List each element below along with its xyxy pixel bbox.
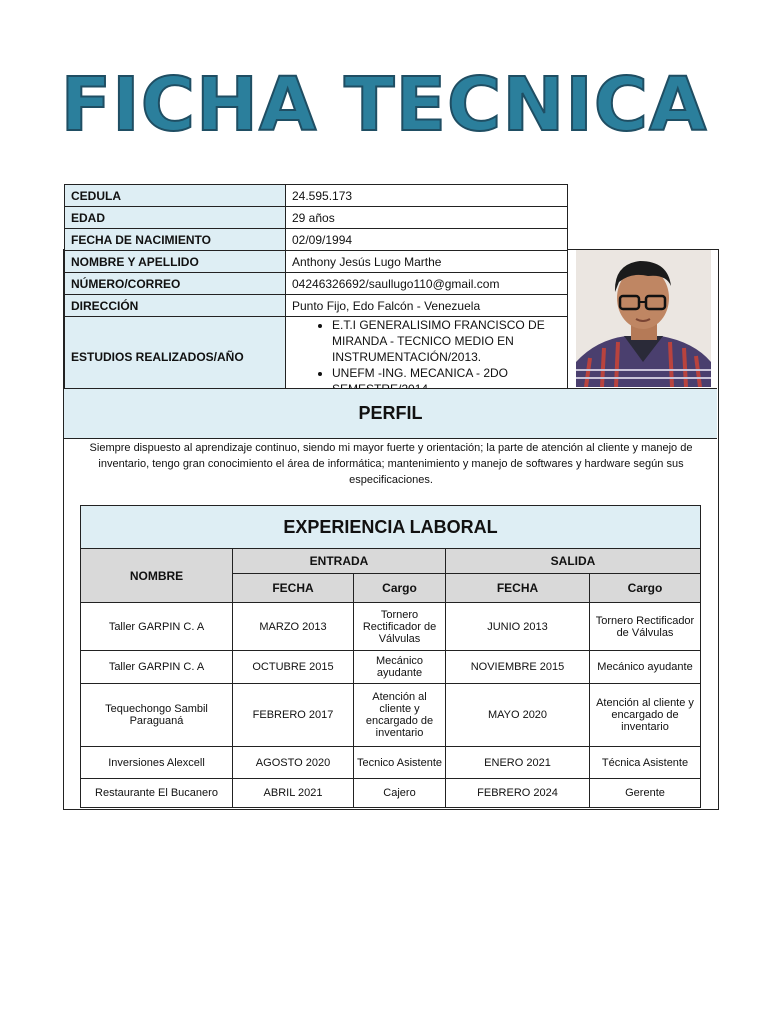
info-row [65, 185, 568, 207]
column-header-fecha-entrada: FECHA [233, 574, 354, 603]
cell-entrada-cargo: Tornero Rectificador de Válvulas [354, 603, 446, 651]
info-label: FECHA DE NACIMIENTO [65, 229, 286, 251]
cell-entrada-fecha: ABRIL 2021 [233, 779, 354, 808]
info-row [65, 207, 568, 229]
profile-heading: PERFIL [64, 388, 717, 439]
cell-salida-cargo: Atención al cliente y encargado de inventario [590, 684, 701, 747]
cell-entrada-fecha: FEBRERO 2017 [233, 684, 354, 747]
profile-photo-image [576, 250, 711, 387]
cell-entrada-cargo: Cajero [354, 779, 446, 808]
studies-label: ESTUDIOS REALIZADOS/AÑO [65, 317, 286, 398]
cell-salida-fecha: NOVIEMBRE 2015 [446, 651, 590, 684]
info-label: CEDULA [65, 185, 286, 207]
cell-nombre: Taller GARPIN C. A [81, 603, 233, 651]
cell-entrada-fecha: OCTUBRE 2015 [233, 651, 354, 684]
info-label: NÚMERO/CORREO [65, 273, 286, 295]
cell-salida-fecha: FEBRERO 2024 [446, 779, 590, 808]
info-value: 29 años [286, 207, 568, 229]
profile-text: Siempre dispuesto al aprendizaje continuo, siendo mi mayor fuerte y orientación; la parte de atención al cliente y manejo de inventario, tengo gran conocimiento el área de informática; mantenimiento y manejo de softwares y hardware según sus especificaciones. [89, 442, 693, 486]
info-value: 24.595.173 [286, 185, 568, 207]
cell-nombre: Inversiones Alexcell [81, 747, 233, 779]
info-label: DIRECCIÓN [65, 295, 286, 317]
info-label: NOMBRE Y APELLIDO [65, 251, 286, 273]
cell-salida-cargo: Tornero Rectificador de Válvulas [590, 603, 701, 651]
page-title: FICHA TECNICA [60, 62, 708, 148]
column-header-cargo-salida: Cargo [590, 574, 701, 603]
cell-salida-fecha: MAYO 2020 [446, 684, 590, 747]
column-header-nombre: NOMBRE [81, 549, 233, 603]
cell-entrada-cargo: Mecánico ayudante [354, 651, 446, 684]
profile-photo [576, 250, 711, 387]
cell-salida-cargo: Gerente [590, 779, 701, 808]
cell-entrada-fecha: MARZO 2013 [233, 603, 354, 651]
table-row [81, 651, 701, 684]
table-row [81, 684, 701, 747]
cell-nombre: Taller GARPIN C. A [81, 651, 233, 684]
table-row [81, 603, 701, 651]
cell-entrada-cargo: Atención al cliente y encargado de inventario [354, 684, 446, 747]
cell-salida-cargo: Técnica Asistente [590, 747, 701, 779]
cell-salida-fecha: ENERO 2021 [446, 747, 590, 779]
info-value: Punto Fijo, Edo Falcón - Venezuela [286, 295, 568, 317]
experience-table [80, 505, 701, 808]
cell-nombre: Restaurante El Bucanero [81, 779, 233, 808]
info-value: 02/09/1994 [286, 229, 568, 251]
info-value: 04246326692/saullugo110@gmail.com [286, 273, 568, 295]
column-header-entrada: ENTRADA [233, 549, 446, 574]
study-item: • UNEFM -ING. MECANICA - 2DO [332, 365, 561, 397]
column-header-salida: SALIDA [446, 549, 701, 574]
info-value: Anthony Jesús Lugo Marthe [286, 251, 568, 273]
cell-salida-fecha: JUNIO 2013 [446, 603, 590, 651]
info-label: EDAD [65, 207, 286, 229]
cell-entrada-fecha: AGOSTO 2020 [233, 747, 354, 779]
column-header-fecha-salida: FECHA [446, 574, 590, 603]
study-item: • E.T.I GENERALISIMO FRANCISCO DE MIRANDA - TECNICO MEDIO EN INSTRUMENTACIÓN/2013. [332, 317, 561, 365]
experience-heading: EXPERIENCIA LABORAL [81, 506, 701, 549]
table-row [81, 779, 701, 808]
table-row [81, 747, 701, 779]
cell-nombre: Tequechongo Sambil Paraguaná [81, 684, 233, 747]
cell-entrada-cargo: Tecnico Asistente [354, 747, 446, 779]
info-row [65, 229, 568, 251]
column-header-cargo-entrada: Cargo [354, 574, 446, 603]
cell-salida-cargo: Mecánico ayudante [590, 651, 701, 684]
